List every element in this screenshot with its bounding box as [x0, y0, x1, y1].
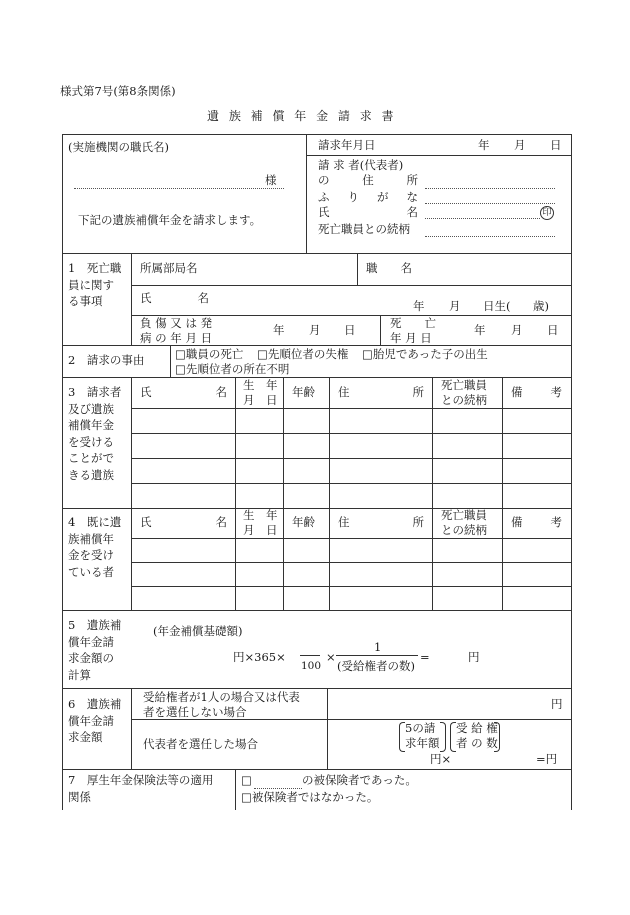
single-case-yen: 円 [551, 697, 563, 711]
reason-forfeit-checkbox[interactable]: □先順位者の失権 [257, 347, 349, 361]
pension-insured-checkbox[interactable] [241, 775, 252, 787]
col-relation-header: 死亡職員 との続柄 [441, 508, 487, 537]
annual-amount-label: 5の請 求年額 [405, 721, 440, 750]
col-remarks-header: 備 考 [511, 515, 562, 529]
birth-year: 年 [413, 299, 425, 313]
date-month: 月 [514, 138, 526, 152]
recipient-count-label: 受 給 権 者 の 数 [456, 721, 498, 750]
birth-age: 歳) [533, 299, 549, 313]
address-label: の 住 所 [318, 173, 418, 187]
calc-left: 円× [430, 752, 452, 766]
single-case-label: 受給権者が1人の場合又は代表 者を選任しない場合 [143, 690, 300, 719]
fraction1-denominator: 100 [301, 660, 322, 672]
injury-year: 年 [273, 323, 285, 337]
injury-day: 日 [344, 323, 356, 337]
pension-not-insured-checkbox[interactable]: □被保険者ではなかった。 [241, 790, 379, 804]
request-date-label: 請求年月日 [318, 138, 376, 152]
sama-label: 様 [265, 173, 277, 187]
fraction-bar-2 [336, 655, 418, 656]
reason-death-checkbox[interactable]: □職員の死亡 [175, 347, 244, 361]
seal-mark: 印 [540, 206, 554, 220]
pension-type-line[interactable] [254, 788, 302, 789]
col-birth-header: 生 年 月 日 [243, 378, 278, 407]
date-year: 年 [478, 138, 490, 152]
bracket-close-1 [440, 722, 446, 752]
col-name-header: 氏 名 [140, 385, 227, 399]
calc-right: =円 [536, 752, 558, 766]
pension-insured-text: の被保険者であった。 [302, 773, 417, 787]
checkbox-icon[interactable]: □ [241, 773, 252, 787]
form-number: 様式第7号(第8条関係) [60, 84, 176, 98]
fraction-bar-1 [300, 655, 320, 656]
formula-equals: = [420, 650, 430, 664]
col-relation-header: 死亡職員 との続柄 [441, 378, 487, 407]
sec6-label: 6 遺族補 償年金請 求金額 [68, 697, 122, 744]
name-label: 氏 名 [318, 205, 418, 219]
death-year: 年 [474, 323, 486, 337]
relation-line[interactable] [425, 236, 555, 237]
claimant-label: 請 求 者(代表者) [318, 158, 404, 172]
furigana-label: ふ り が な [318, 190, 418, 204]
base-amount-label: (年金補償基礎額) [153, 624, 243, 638]
deceased-name-label: 氏 名 [140, 291, 209, 305]
sec5-label: 5 遺族補 償年金請 求金額の 計算 [68, 618, 122, 682]
injury-month: 月 [309, 323, 321, 337]
reason-fetus-checkbox[interactable]: □胎児であった子の出生 [362, 347, 488, 361]
injury-date-label: 負 傷 又 は 発 病 の 年 月 日 [140, 316, 213, 345]
col-name-header: 氏 名 [140, 515, 227, 529]
col-birth-header: 生 年 月 日 [243, 508, 278, 537]
death-day: 日 [547, 323, 559, 337]
col-address-header: 住 所 [338, 515, 424, 529]
formula-yen: 円 [468, 650, 480, 664]
fraction2-numerator: 1 [374, 640, 382, 654]
death-date-label: 死 亡 年 月 日 [390, 316, 436, 345]
rep-case-label: 代表者を選任した場合 [143, 737, 258, 751]
name-line[interactable] [425, 218, 540, 219]
form-title: 遺 族 補 償 年 金 請 求 書 [207, 109, 397, 123]
sec2-label: 2 請求の事由 [68, 353, 145, 367]
formula-left: 円×365× [233, 650, 286, 664]
col-remarks-header: 備 考 [511, 385, 562, 399]
col-address-header: 住 所 [338, 385, 424, 399]
sec7-label: 7 厚生年金保険法等の適用 関係 [68, 773, 214, 804]
birth-day: 日生( [483, 299, 511, 313]
birth-month: 月 [449, 299, 461, 313]
death-month: 月 [511, 323, 523, 337]
agency-label: (実施機関の職氏名) [68, 140, 169, 154]
formula-times: × [326, 650, 336, 664]
col-age-header: 年齢 [292, 515, 315, 529]
furigana-line[interactable] [425, 203, 555, 204]
post-label: 職 名 [366, 261, 412, 275]
dept-label: 所属部局名 [140, 261, 198, 275]
address-line[interactable] [425, 188, 555, 189]
reason-unknown-checkbox[interactable]: □先順位者の所在不明 [175, 362, 290, 376]
agency-name-line[interactable] [74, 188, 284, 189]
date-day: 日 [550, 138, 562, 152]
sec1-label: 1 死亡職 員に関す る事項 [68, 261, 122, 308]
sec3-label: 3 請求者 及び遺族 補償年金 を受ける ことがで きる遺族 [68, 385, 122, 482]
request-sentence: 下記の遺族補償年金を請求します。 [78, 213, 262, 227]
relation-label: 死亡職員との続柄 [318, 222, 410, 236]
col-age-header: 年齢 [292, 385, 315, 399]
bracket-close-2 [494, 722, 500, 752]
sec4-label: 4 既に遺 族補償年 金を受け ている者 [68, 515, 122, 579]
fraction2-denominator: (受給権者の数) [337, 659, 415, 673]
